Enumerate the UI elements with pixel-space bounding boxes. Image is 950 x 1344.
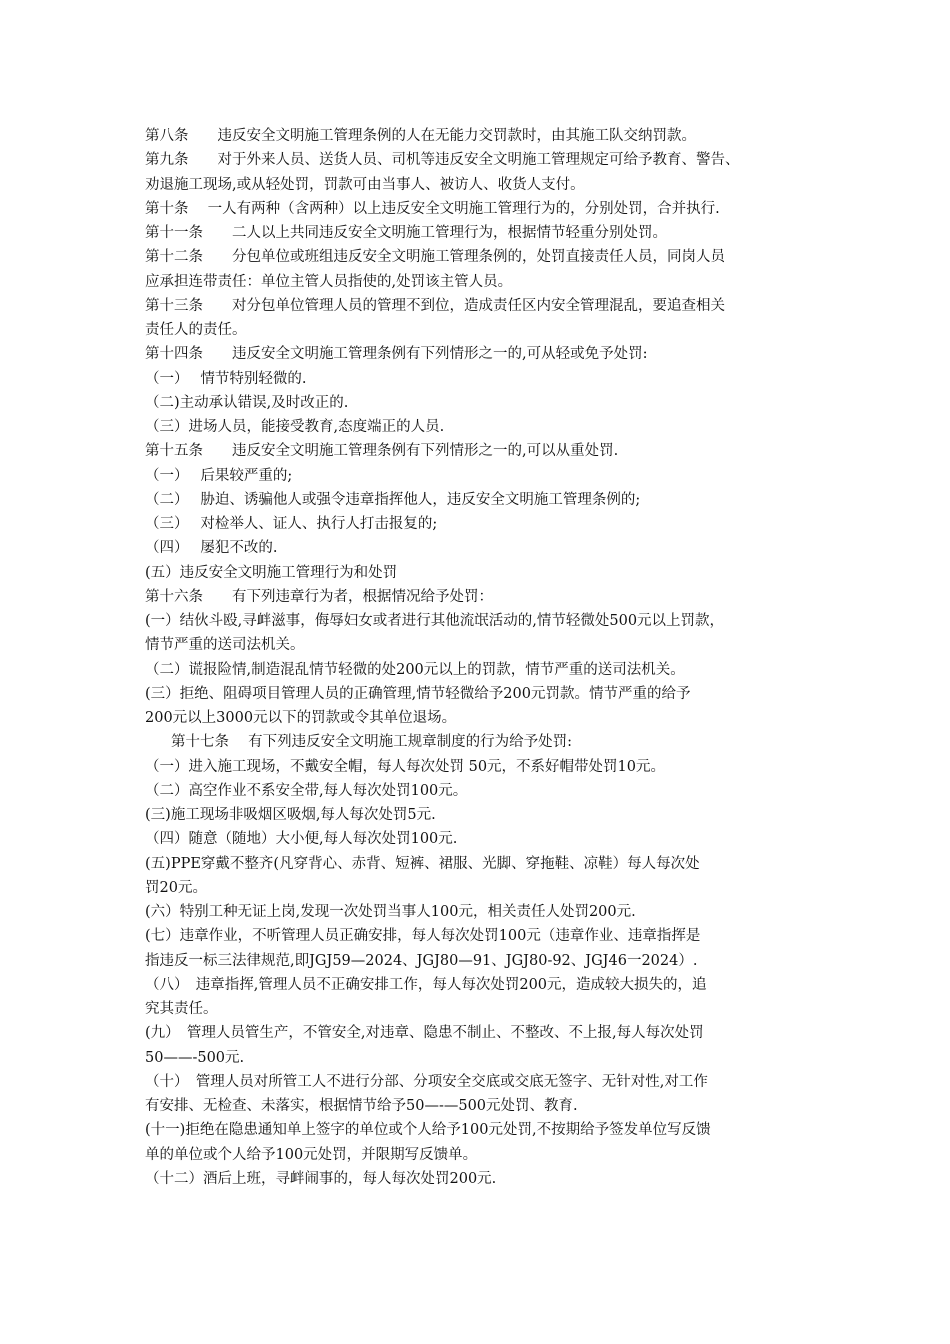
- text-line: （八） 违章指挥,管理人员不正确安排工作，每人每次处罚200元，造成较大损失的，追: [145, 976, 707, 993]
- text-line: （三） 对检举人、证人、执行人打击报复的;: [145, 516, 438, 532]
- text-line: （一） 后果较严重的;: [145, 467, 293, 484]
- document-body: [145, 124, 825, 1191]
- text-line: 第十四条 违反安全文明施工管理条例有下列情形之一的,可从轻或免予处罚:: [145, 346, 648, 363]
- text-line: (十一)拒绝在隐患通知单上签字的单位或个人给予100元处罚,不按期给予签发单位写反馈: [145, 1122, 711, 1139]
- text-line: 罚20元。: [145, 879, 207, 896]
- text-line: 第十六条 有下列违章行为者，根据情况给予处罚：: [145, 588, 493, 605]
- text-line: 第八条 违反安全文明施工管理条例的人在无能力交罚款时，由其施工队交纳罚款。: [145, 128, 696, 144]
- text-line: （十二）酒后上班，寻衅闹事的，每人每次处罚200元.: [145, 1170, 497, 1187]
- text-line: 50——-500元.: [145, 1049, 245, 1066]
- text-line: (三）拒绝、阻碍项目管理人员的正确管理,情节轻微给予200元罚款。情节严重的给予: [145, 685, 691, 702]
- text-line: （一） 情节特别轻微的.: [145, 370, 307, 387]
- text-line: 责任人的责任。: [145, 322, 247, 338]
- text-line: （四） 屡犯不改的.: [145, 540, 278, 557]
- text-line: (六）特别工种无证上岗,发现一次处罚当事人100元，相关责任人处罚200元.: [145, 904, 636, 920]
- text-line: （二）高空作业不系安全带,每人每次处罚100元。: [145, 782, 468, 799]
- text-line: 200元以上3000元以下的罚款或令其单位退场。: [145, 710, 457, 726]
- text-line: 指违反一标三法律规范,即JGJ59—2024、JGJ80—91、JGJ80-92、JGJ46一2024）.: [145, 952, 698, 969]
- text-line: （二)主动承认错误,及时改正的.: [145, 394, 349, 411]
- text-line: 第十七条 有下列违反安全文明施工规章制度的行为给予处罚:: [171, 734, 572, 751]
- text-line: 第十五条 违反安全文明施工管理条例有下列情形之一的,可以从重处罚.: [145, 443, 619, 460]
- text-line: (七）违章作业，不听管理人员正确安排，每人每次处罚100元（违章作业、违章指挥是: [145, 928, 701, 945]
- text-line: 应承担连带责任：单位主管人员指使的,处罚该主管人员。: [145, 273, 513, 290]
- text-line: 第十条 一人有两种（含两种）以上违反安全文明施工管理行为的，分别处罚，合并执行.: [145, 200, 720, 217]
- text-line: 情节严重的送司法机关。: [145, 637, 305, 654]
- text-line: (三)施工现场非吸烟区吸烟,每人每次处罚5元.: [145, 807, 436, 823]
- text-line: 究其责任。: [145, 1001, 218, 1017]
- text-line: （十） 管理人员对所管工人不进行分部、分项安全交底或交底无签字、无针对性,对工作: [145, 1073, 708, 1090]
- text-line: （三）进场人员，能接受教育,态度端正的人员.: [145, 419, 445, 435]
- text-line: (五）违反安全文明施工管理行为和处罚: [145, 564, 398, 581]
- text-line: 单的单位或个人给予100元处罚，并限期写反馈单。: [145, 1146, 478, 1163]
- text-line: (一）结伙斗殴,寻衅滋事，侮辱妇女或者进行其他流氓活动的,情节轻微处500元以上罚款，: [145, 613, 725, 629]
- text-line: （四）随意（随地）大小便,每人每次处罚100元.: [145, 831, 458, 848]
- text-line: （二） 胁迫、诱骗他人或强令违章指挥他人，违反安全文明施工管理条例的;: [145, 491, 641, 508]
- text-line: 劝退施工现场,或从轻处罚，罚款可由当事人、被访人、收货人支付。: [145, 176, 585, 193]
- text-line: （二）谎报险情,制造混乱情节轻微的处200元以上的罚款，情节严重的送司法机关。: [145, 661, 685, 678]
- text-line: 第九条 对于外来人员、送货人员、司机等违反安全文明施工管理规定可给予教育、警告、: [145, 152, 740, 169]
- text-line: (九） 管理人员管生产，不管安全,对违章、隐患不制止、不整改、不上报,每人每次处罚: [145, 1025, 704, 1042]
- text-line: 第十一条 二人以上共同违反安全文明施工管理行为，根据情节轻重分别处罚。: [145, 225, 667, 241]
- text-line: 第十三条 对分包单位管理人员的管理不到位，造成责任区内安全管理混乱，要追查相关: [145, 297, 725, 314]
- text-line: 有安排、无检查、未落实，根据情节给予50—-—500元处罚、教育.: [145, 1098, 578, 1114]
- text-line: 第十二条 分包单位或班组违反安全文明施工管理条例的，处罚直接责任人员，同岗人员: [145, 249, 725, 266]
- text-line: (五)PPE穿戴不整齐(凡穿背心、赤背、短裤、裙服、光脚、穿拖鞋、凉鞋）每人每次处: [145, 855, 700, 872]
- text-line: （一）进入施工现场，不戴安全帽，每人每次处罚 50元，不系好帽带处罚10元。: [145, 758, 666, 775]
